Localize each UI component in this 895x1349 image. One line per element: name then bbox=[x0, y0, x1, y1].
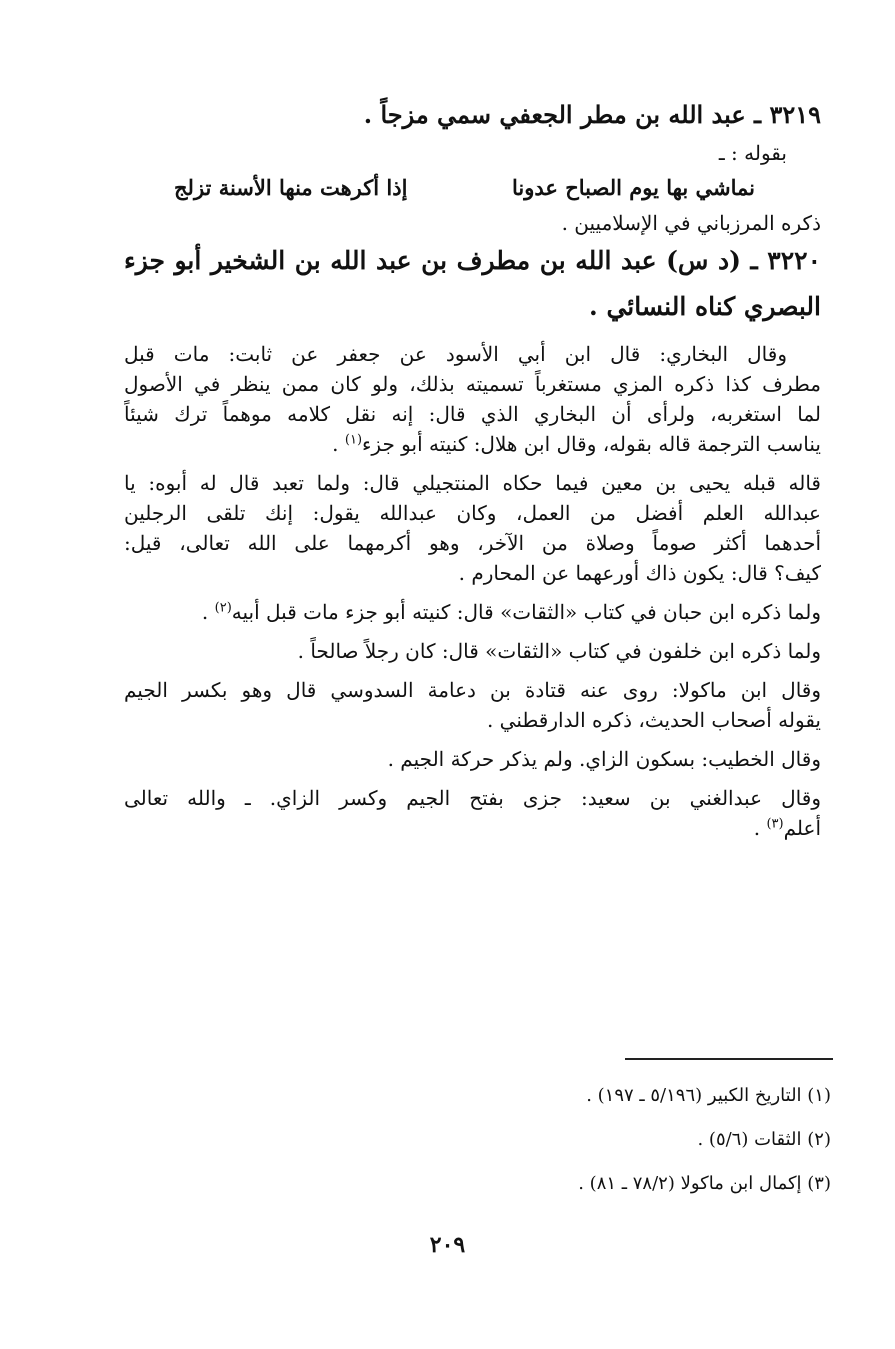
text-line: أحدهما أكثر صوماً وصلاة من الآخر، وهو أكرمهما على الله تعالى، قيل: bbox=[124, 531, 821, 555]
text-line: ولما ذكره ابن خلفون في كتاب «الثقات» قال: كان رجلاً صالحاً . bbox=[297, 639, 821, 663]
text-line: لما استغربه، ولرأى أن البخاري الذي قال: إنه نقل كلامه موهماً ترك شيئاً bbox=[124, 402, 821, 426]
footnote-1: (١) التاريخ الكبير (٥/١٩٦ ـ ١٩٧) . bbox=[586, 1085, 831, 1106]
poem-verse bbox=[124, 168, 821, 208]
text-line: وقال البخاري: قال ابن أبي الأسود عن جعفر عن ثابت: مات قبل bbox=[124, 342, 787, 366]
text-line: كيف؟ قال: يكون ذاك أورعهما عن المحارم . bbox=[458, 561, 821, 585]
text-line: وقال الخطيب: بسكون الزاي. ولم يذكر حركة الجيم . bbox=[387, 747, 821, 771]
verse-left-hemistich: إذا أكرهت منها الأسنة تزلج bbox=[174, 175, 408, 200]
text-run: أعلم bbox=[783, 816, 821, 840]
entry-3219-note: ذكره المرزباني في الإسلاميين . bbox=[561, 211, 821, 235]
entry-3220-heading: ٣٢٢٠ ـ (د س) عبد الله بن مطرف بن عبد الله بن الشخير أبو جزء bbox=[124, 246, 821, 275]
text-line: وقال عبدالغني بن سعيد: جزى بفتح الجيم وكسر الزاي. ـ والله تعالى bbox=[124, 786, 821, 810]
text-line bbox=[124, 597, 821, 627]
text-run: ولما ذكره ابن حبان في كتاب «الثقات» قال: كنيته أبو جزء مات قبل أبيه bbox=[231, 600, 821, 624]
verse-right-hemistich: نماشي بها يوم الصباح عدونا bbox=[511, 175, 755, 200]
text-run: . bbox=[753, 816, 767, 840]
entry-3220-heading-cont: البصري كناه النسائي . bbox=[589, 292, 821, 321]
footnotes bbox=[131, 1074, 831, 1206]
entry-3219-heading: ٣٢١٩ ـ عبد الله بن مطر الجعفي سمي مزجاً . bbox=[363, 100, 821, 129]
text-run: يناسب الترجمة قاله بقوله، وقال ابن هلال: كنيته أبو جزء bbox=[362, 432, 821, 456]
text-run: . bbox=[332, 432, 345, 456]
text-line: يقوله أصحاب الحديث، ذكره الدارقطني . bbox=[486, 708, 821, 732]
text-line: مطرف كذا ذكره المزي مستغرباً تسميته بذلك، ولو كان ممن ينظر في الأصول bbox=[124, 372, 821, 396]
text-line bbox=[124, 813, 821, 843]
footnote-2: (٢) الثقات (٥/٦) . bbox=[697, 1129, 831, 1150]
footnote-ref-3: (٣) bbox=[766, 816, 784, 832]
footnote-3: (٣) إكمال ابن ماكولا (٧٨/٢ ـ ٨١) . bbox=[578, 1173, 831, 1194]
footnote-divider bbox=[625, 1058, 833, 1060]
footnote-ref-1: (١) bbox=[344, 432, 363, 448]
page-number: ٢٠٩ bbox=[429, 1232, 466, 1258]
entry-3219-intro: بقوله : ـ bbox=[718, 141, 787, 165]
text-line bbox=[124, 429, 821, 459]
text-run: . bbox=[201, 600, 215, 624]
text-line: قاله قبله يحيى بن معين فيما حكاه المنتجيلي قال: ولما تعبد قال له أبوه: يا bbox=[124, 471, 821, 495]
text-line: عبدالله العلم أفضل من العمل، وكان عبدالله يقول: إنك تلقى الرجلين bbox=[124, 501, 821, 525]
text-line: وقال ابن ماكولا: روى عنه قتادة بن دعامة السدوسي قال وهو بكسر الجيم bbox=[124, 678, 821, 702]
footnote-ref-2: (٢) bbox=[214, 600, 232, 616]
